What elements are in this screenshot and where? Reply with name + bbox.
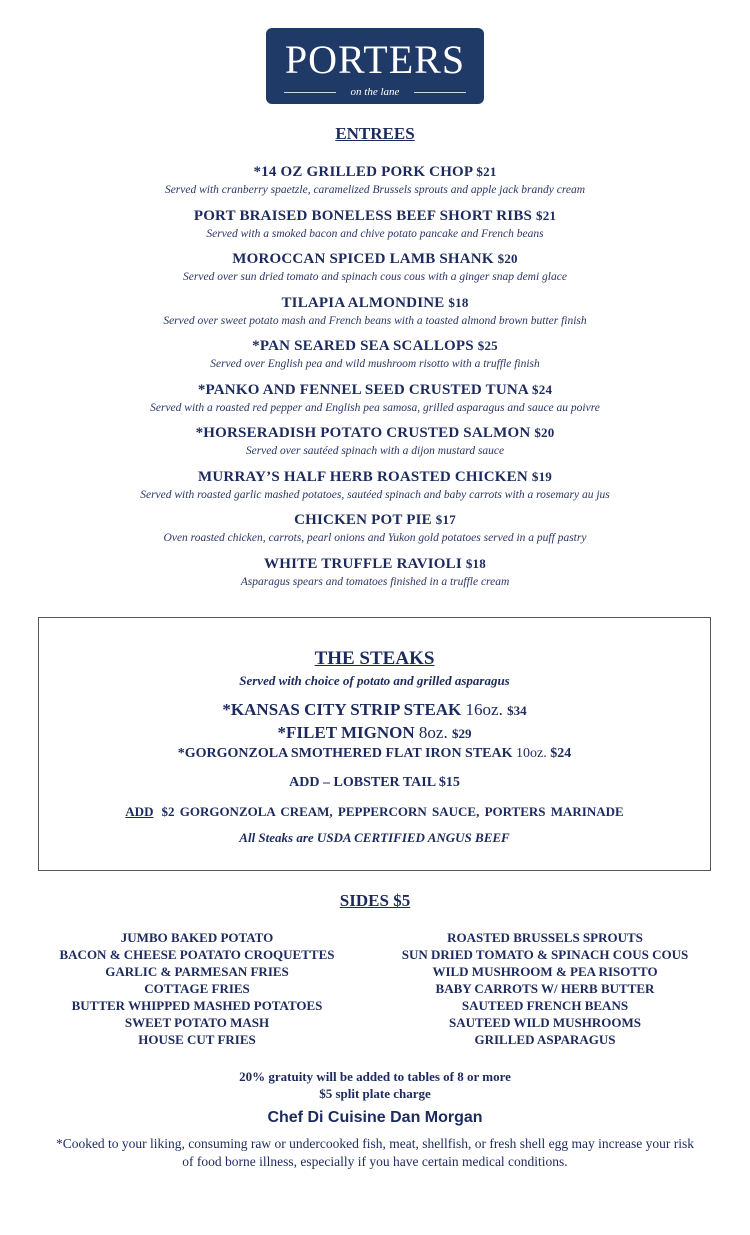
- side-item: SWEET POTATO MASH: [124, 1015, 270, 1030]
- steaks-title: THE STEAKS: [314, 648, 435, 669]
- entree-dish: [0, 249, 750, 269]
- entree-name: MOROCCAN SPICED LAMB SHANK: [232, 251, 494, 267]
- side-item: COTTAGE FRIES: [144, 981, 250, 996]
- steak-name: *GORGONZOLA SMOTHERED FLAT IRON STEAK: [177, 746, 513, 761]
- entree-item: [0, 380, 750, 424]
- entree-price: $25: [477, 338, 498, 353]
- health-notice: *Cooked to your liking, consuming raw or undercooked fish, meat, shellfish, or fresh shell egg may increase your risk of food borne illness, especially if you have certain medical conditions.: [55, 1136, 695, 1169]
- steak-price: $24: [550, 746, 572, 761]
- steak-item: [39, 723, 710, 743]
- steak-item: [39, 700, 710, 720]
- entree-name: MURRAY’S HALF HERB ROASTED CHICKEN: [198, 468, 528, 485]
- steak-price: $34: [507, 703, 527, 718]
- entree-price: $18: [465, 555, 486, 571]
- entree-dish: [0, 336, 750, 356]
- side-item: GARLIC & PARMESAN FRIES: [105, 964, 289, 979]
- steak-item: [39, 746, 710, 762]
- side-item: WILD MUSHROOM & PEA RISOTTO: [432, 964, 658, 979]
- entree-price: $24: [532, 381, 553, 397]
- usda-note: All Steaks are USDA CERTIFIED ANGUS BEEF: [239, 830, 510, 845]
- gratuity-text: 20% gratuity will be added to tables of 8 or more: [239, 1069, 511, 1084]
- side-item: JUMBO BAKED POTATO: [120, 930, 274, 945]
- entree-description: Served over sweet potato mash and French beans with a toasted almond brown butter finish: [163, 314, 587, 327]
- entree-description: Served with a smoked bacon and chive potato pancake and French beans: [206, 227, 544, 240]
- lobster-price: $15: [438, 775, 460, 790]
- lobster-addon: [39, 775, 710, 791]
- entrees-title: ENTREES: [335, 124, 415, 143]
- steak-size: 8oz.: [418, 723, 448, 742]
- entree-name: *PAN SEARED SEA SCALLOPS: [252, 338, 474, 354]
- steaks-subtitle: Served with choice of potato and grilled asparagus: [239, 673, 510, 688]
- porters-logo: [266, 28, 484, 104]
- side-item: SAUTEED WILD MUSHROOMS: [449, 1015, 641, 1030]
- side-item: ROASTED BRUSSELS SPROUTS: [447, 930, 643, 945]
- entree-dish: [0, 467, 750, 487]
- entree-description: Served with roasted garlic mashed potatoes, sautéed spinach and baby carrots with a rosemary au jus: [140, 488, 610, 501]
- lobster-label: ADD – LOBSTER TAIL: [289, 775, 436, 790]
- entree-price: $19: [531, 468, 552, 484]
- entree-name: *PANKO AND FENNEL SEED CRUSTED TUNA: [197, 381, 529, 398]
- entree-name: WHITE TRUFFLE RAVIOLI: [264, 555, 462, 572]
- entree-description: Served with cranberry spaetzle, caramelized Brussels sprouts and apple jack brandy cream: [164, 184, 586, 196]
- steaks-box: [38, 617, 711, 871]
- addon-text: $2 GORGONZOLA CREAM, PEPPERCORN SAUCE, PORTERS MARINADE: [161, 804, 624, 819]
- entree-price: $21: [476, 164, 497, 179]
- side-item: HOUSE CUT FRIES: [138, 1032, 256, 1047]
- steak-size: 16oz.: [465, 700, 503, 719]
- entree-item: [0, 554, 750, 598]
- entree-description: Served over English pea and wild mushroom risotto with a truffle finish: [210, 358, 540, 370]
- entree-name: *HORSERADISH POTATO CRUSTED SALMON: [195, 425, 531, 441]
- entree-description: Served with a roasted red pepper and English pea samosa, grilled asparagus and sauce au poivre: [150, 401, 600, 414]
- entree-dish: [0, 510, 750, 530]
- side-item: BABY CARROTS W/ HERB BUTTER: [435, 981, 655, 996]
- entree-price: $20: [497, 251, 518, 266]
- entree-item: [0, 336, 750, 380]
- entrees-list: [0, 162, 750, 597]
- sauce-addons: [39, 804, 710, 820]
- entree-dish: [0, 380, 750, 400]
- entree-item: [0, 467, 750, 511]
- entree-item: [0, 162, 750, 206]
- entree-dish: [0, 423, 750, 443]
- entree-item: [0, 510, 750, 554]
- entree-description: Oven roasted chicken, carrots, pearl onions and Yukon gold potatoes served in a puff pastry: [163, 532, 587, 544]
- logo-tagline-row: [284, 86, 466, 98]
- entree-description: Served over sautéed spinach with a dijon mustard sauce: [245, 445, 505, 457]
- side-item: BACON & CHEESE POATATO CROQUETTES: [59, 947, 335, 962]
- entree-description: Asparagus spears and tomatoes finished in a truffle cream: [240, 575, 510, 588]
- entree-item: [0, 249, 750, 293]
- side-item: SAUTEED FRENCH BEANS: [461, 998, 629, 1013]
- entree-name: TILAPIA ALMONDINE: [281, 294, 445, 311]
- logo-tagline: on the lane: [350, 86, 400, 98]
- entree-price: $18: [448, 294, 469, 310]
- entree-price: $17: [435, 512, 456, 527]
- entree-description: Served over sun dried tomato and spinach cous cous with a ginger snap demi glace: [183, 271, 567, 283]
- entree-name: PORT BRAISED BONELESS BEEF SHORT RIBS: [193, 207, 533, 224]
- entree-item: [0, 206, 750, 250]
- entree-dish: [0, 554, 750, 574]
- entree-dish: [0, 206, 750, 226]
- steak-name: *FILET MIGNON: [277, 723, 415, 742]
- entree-price: $20: [534, 425, 555, 440]
- sides-left-column: [27, 929, 367, 1048]
- entree-name: CHICKEN POT PIE: [294, 512, 432, 528]
- entree-price: $21: [536, 207, 557, 223]
- gratuity-note: [0, 1068, 750, 1102]
- entree-dish: [0, 293, 750, 313]
- sides-right-column: [375, 929, 715, 1048]
- sides-title: SIDES $5: [339, 891, 411, 910]
- side-item: GRILLED ASPARAGUS: [474, 1032, 616, 1047]
- steak-price: $29: [451, 726, 472, 741]
- divider: [414, 92, 466, 93]
- chef-credit: Chef Di Cuisine Dan Morgan: [267, 1109, 483, 1126]
- side-item: BUTTER WHIPPED MASHED POTATOES: [71, 998, 323, 1013]
- side-item: SUN DRIED TOMATO & SPINACH COUS COUS: [401, 947, 689, 962]
- logo-name: PORTERS: [284, 37, 466, 82]
- entree-item: [0, 423, 750, 467]
- steak-name: *KANSAS CITY STRIP STEAK: [222, 700, 462, 719]
- split-charge: $5 split plate charge: [319, 1086, 431, 1101]
- entree-item: [0, 293, 750, 337]
- entree-dish: [0, 162, 750, 182]
- entree-name: *14 OZ GRILLED PORK CHOP: [253, 164, 473, 180]
- steak-size: 10oz.: [516, 746, 547, 761]
- add-label: ADD: [125, 804, 154, 819]
